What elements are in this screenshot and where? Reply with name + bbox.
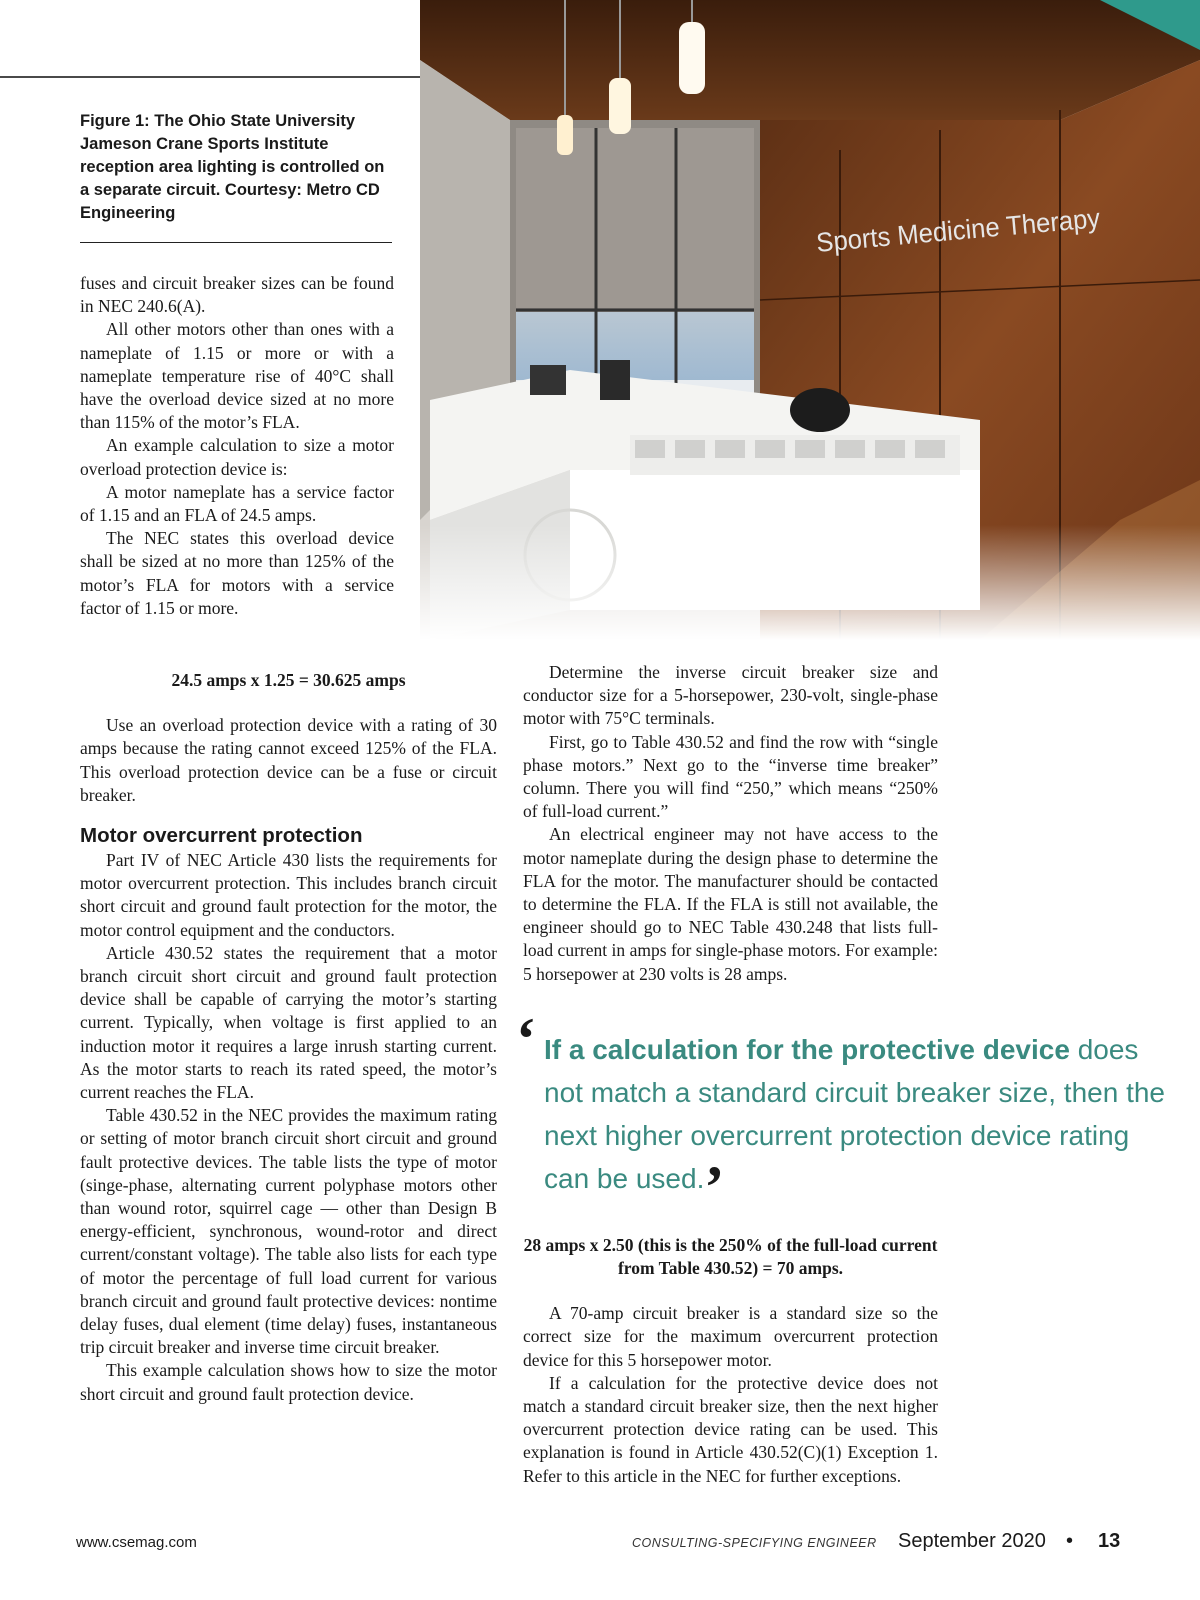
paragraph: fuses and circuit breaker sizes can be found in NEC 240.6(A).: [80, 273, 394, 317]
figure-photo: [420, 0, 1200, 640]
paragraph: All other motors other than ones with a nameplate of 1.15 or more or with a nameplate temperature rise of 40°C shall have the overload device sized at no more than 115% of the motor’s FLA.: [80, 319, 394, 433]
paragraph: A 70-amp circuit breaker is a standard size so the correct size for the maximum overcurrent protection device for this 5 horsepower motor.: [523, 1303, 938, 1370]
paragraph: The NEC states this overload device shall be sized at no more than 125% of the motor’s FLA for motors with a service factor of 1.15 or more.: [80, 528, 394, 618]
formula-overload: 24.5 amps x 1.25 = 30.625 amps: [171, 670, 406, 690]
footer-url[interactable]: www.csemag.com: [76, 1534, 197, 1551]
paragraph: Table 430.52 in the NEC provides the maximum rating or setting of motor branch circuit short circuit and ground fault protective devices. The table lists the type of motor (singe-phase, alternating current polyphase motors other than wound rotor, squirrel cage — other than Design B energy-efficient, synchronous, wound-rotor and direct current/constant voltage). The table also lists for each type of motor the percentage of full load current for various branch circuit and ground fault protective devices: nontime delay fuses, dual element (time delay) fuses, instantaneous trip circuit breaker and inverse time circuit breaker.: [80, 1105, 497, 1358]
top-rule: [0, 76, 420, 78]
paragraph: If a calculation for the protective device does not match a standard circuit breaker size, then the next higher overcurrent protection device rating can be used. This explanation is found in Article 430.52(C)(1) Exception 1. Refer to this article in the NEC for further exceptions.: [523, 1372, 938, 1486]
corner-accent: [1100, 0, 1200, 50]
paragraph: Determine the inverse circuit breaker size and conductor size for a 5-horsepower, 230-volt, single-phase motor with 75°C terminals.: [523, 662, 938, 729]
close-quote-mark: ’: [704, 1154, 725, 1220]
footer-date: September 2020: [898, 1530, 1046, 1552]
footer-bullet: •: [1066, 1530, 1074, 1552]
figure-caption: Figure 1: The Ohio State University Jameson Crane Sports Institute reception area lighting is controlled on a separate circuit. Courtesy: Metro CD Engineering: [80, 112, 385, 222]
pull-quote: [516, 1006, 1170, 1220]
paragraph: This example calculation shows how to size the motor short circuit and ground fault protection device.: [80, 1360, 497, 1404]
page-number: 13: [1098, 1530, 1121, 1552]
paragraph: Part IV of NEC Article 430 lists the requirements for motor overcurrent protection. This includes branch circuit short circuit and ground fault protection for the motor, the motor control equipment and the conductors.: [80, 850, 497, 940]
footer-publication: CONSULTING-SPECIFYING ENGINEER: [632, 1536, 877, 1550]
reception-area-illustration: [420, 0, 1200, 640]
left-top-column: [80, 272, 394, 620]
section-heading: Motor overcurrent protection: [80, 824, 363, 848]
paragraph: First, go to Table 430.52 and find the row with “single phase motors.” Next go to the “inverse time breaker” column. There you will find “250,” which means “250% of full-load current.”: [523, 731, 938, 822]
open-quote-mark: ‘: [516, 1006, 536, 1072]
paragraph: Use an overload protection device with a rating of 30 amps because the rating cannot exceed 125% of the FLA. This overload protection device can be a fuse or circuit breaker.: [80, 715, 497, 805]
caption-rule: [80, 242, 392, 243]
pull-quote-rest: does not match a standard circuit breaker size, then the next higher overcurrent protection device rating can be used.: [544, 1034, 1165, 1194]
paragraph: A motor nameplate has a service factor of 1.15 and an FLA of 24.5 amps.: [80, 481, 394, 526]
page-footer: [76, 1530, 1121, 1560]
pull-quote-lead: If a calculation for the protective device: [544, 1034, 1070, 1065]
paragraph: An example calculation to size a motor overload protection device is:: [80, 435, 394, 479]
formula-breaker: 28 amps x 2.50 (this is the 250% of the full-load current from Table 430.52) = 70 amps.: [523, 1234, 938, 1279]
paragraph: Article 430.52 states the requirement that a motor branch circuit short circuit and ground fault protection device shall be capable of carrying the motor’s starting current. Typically, when voltage is first applied to an induction motor it requires a large inrush starting current. As the motor starts to reach its rated speed, the motor’s current reaches the FLA.: [80, 942, 497, 1103]
left-column: [80, 661, 497, 1406]
paragraph: An electrical engineer may not have access to the motor nameplate during the design phase to determine the FLA for the motor. The manufacturer should be contacted to determine the FLA. If the FLA is still not available, the engineer should go to NEC Table 430.248 that lists full-load current in amps for single-phase motors. For example: 5 horsepower at 230 volts is 28 amps.: [523, 824, 938, 984]
